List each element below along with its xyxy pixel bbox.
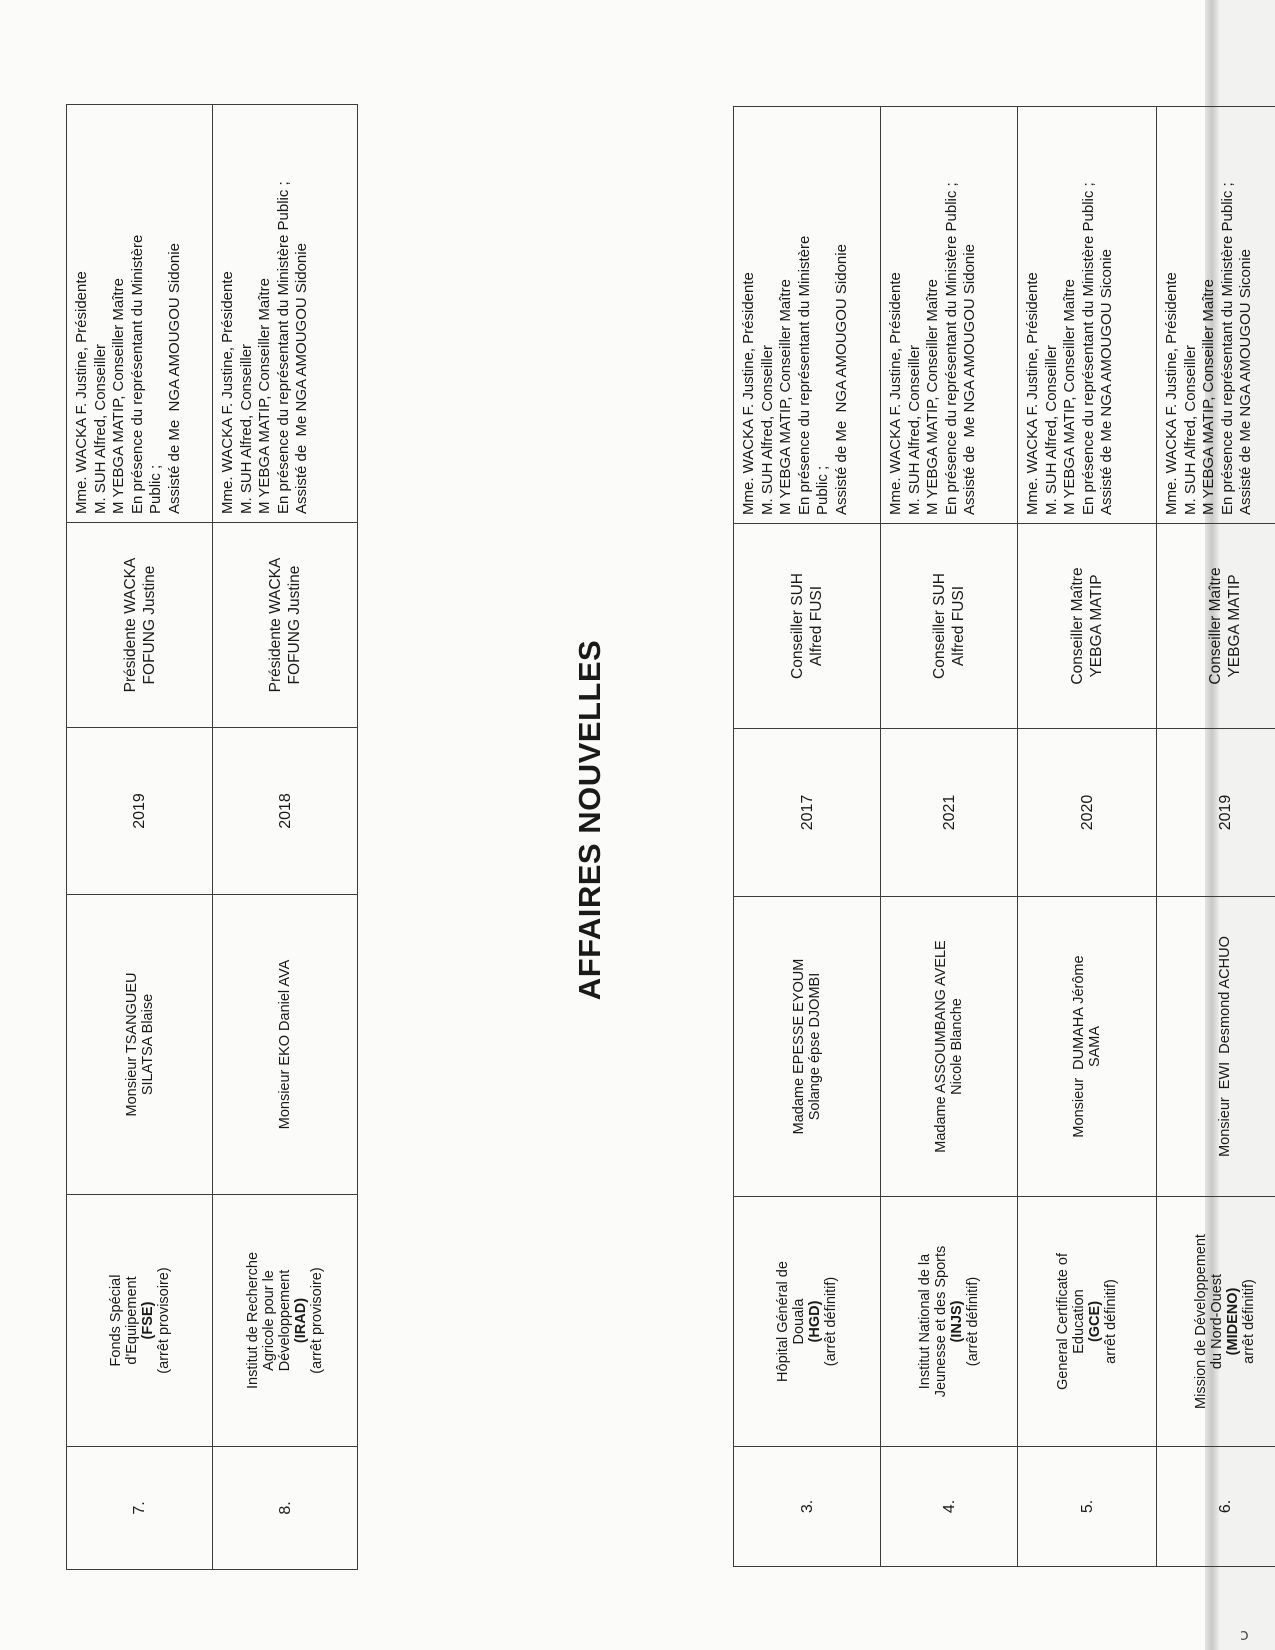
entity-cell bbox=[67, 1195, 213, 1447]
entity-cell bbox=[1018, 1197, 1157, 1447]
table-row bbox=[1018, 107, 1157, 1567]
composition-line: En présence du représentant du Ministère Public ; bbox=[1218, 182, 1236, 515]
entity-name-line: Institut de Recherche bbox=[245, 1251, 261, 1390]
year-cell bbox=[881, 729, 1018, 897]
composition-line: M. SUH Alfred, Conseiller bbox=[1181, 344, 1199, 515]
entity-name-line: Fonds Spécial bbox=[107, 1274, 124, 1367]
entity-abbreviation: (MIDENO) bbox=[1225, 1287, 1241, 1356]
row-number: 3. bbox=[798, 1499, 816, 1514]
magistrat-cell bbox=[213, 523, 358, 728]
magistrat-name-line: Alfred FUSI bbox=[950, 585, 967, 667]
comptable-cell bbox=[213, 895, 358, 1195]
fiscal-year: 2017 bbox=[798, 794, 816, 831]
entity-cell bbox=[734, 1197, 881, 1447]
entity-name-line: du Nord-Ouest bbox=[1209, 1273, 1225, 1370]
composition-line: M YEBGA MATIP, Conseiller Maître bbox=[1200, 279, 1217, 515]
composition-line: Assisté de Me NGA AMOUGOU Sidonie bbox=[832, 244, 850, 515]
year-cell bbox=[213, 728, 358, 895]
comptable-cell bbox=[1157, 897, 1275, 1197]
composition-line: M. SUH Alfred, Conseiller bbox=[237, 343, 255, 514]
magistrat-name-line: FOFUNG Justine bbox=[286, 565, 303, 685]
composition-line: M YEBGA MATIP, Conseiller Maître bbox=[777, 279, 794, 515]
comptable-name-line: Monsieur TSANGUEU bbox=[123, 972, 140, 1117]
composition-line: Mme. WACKA F. Justine, Présidente bbox=[740, 272, 757, 515]
fiscal-year: 2021 bbox=[940, 794, 958, 831]
decision-status: (arrêt provisoire) bbox=[155, 1267, 172, 1374]
year-cell bbox=[734, 729, 881, 897]
magistrat-name-line: Présidente WACKA bbox=[121, 557, 139, 693]
decision-status: arrêt définitif) bbox=[1241, 1279, 1257, 1364]
table-row bbox=[1157, 107, 1275, 1567]
table-row bbox=[881, 107, 1018, 1567]
composition-line: M. SUH Alfred, Conseiller bbox=[905, 344, 923, 515]
composition-line: Mme. WACKA F. Justine, Présidente bbox=[219, 271, 236, 514]
composition-line: Public ; bbox=[814, 465, 831, 515]
fiscal-year: 2020 bbox=[1078, 794, 1096, 831]
row-number: 4. bbox=[940, 1499, 958, 1514]
comptable-cell bbox=[881, 897, 1018, 1197]
magistrat-cell bbox=[67, 523, 213, 728]
year-cell bbox=[1157, 729, 1275, 897]
row-number: 8. bbox=[276, 1501, 294, 1515]
comptable-name-line: Monsieur EKO Daniel AVA bbox=[277, 959, 293, 1130]
table-row bbox=[213, 105, 358, 1570]
entity-name-line: Douala bbox=[791, 1298, 807, 1345]
composition-cell bbox=[213, 105, 358, 523]
entity-abbreviation: (IRAD) bbox=[293, 1297, 309, 1344]
table-row bbox=[67, 105, 213, 1570]
comptable-name-line: SILATSA Blaise bbox=[139, 993, 156, 1096]
composition-line: Assisté de Me NGA AMOUGOU Sidonie bbox=[961, 244, 978, 515]
composition-cell bbox=[1018, 107, 1157, 524]
composition-line: En présence du représentant du Ministère Public ; bbox=[274, 181, 292, 514]
fiscal-year: 2018 bbox=[276, 793, 294, 829]
row-number-cell bbox=[881, 1447, 1018, 1567]
magistrat-name-line: YEBGA MATIP bbox=[1088, 574, 1105, 678]
decision-status: (arrêt provisoire) bbox=[309, 1267, 325, 1374]
composition-line: M. SUH Alfred, Conseiller bbox=[1042, 344, 1060, 515]
composition-line: M YEBGA MATIP, Conseiller Maître bbox=[256, 278, 273, 514]
entity-abbreviation: (GCE) bbox=[1087, 1300, 1103, 1343]
composition-line: En présence du représentant du Ministère Public ; bbox=[942, 182, 960, 515]
comptable-name-line: Nicole Blanche bbox=[949, 998, 965, 1095]
composition-cell bbox=[67, 105, 213, 523]
row-number-cell bbox=[1157, 1447, 1275, 1567]
magistrat-name-line: YEBGA MATIP bbox=[1226, 574, 1243, 678]
year-cell bbox=[67, 728, 213, 895]
composition-line: Assisté de Me NGA AMOUGOU Sidonie bbox=[165, 243, 183, 514]
composition-cell bbox=[881, 107, 1018, 524]
entity-abbreviation: (HGD) bbox=[807, 1300, 823, 1343]
composition-line: M YEBGA MATIP, Conseiller Maître bbox=[1061, 279, 1078, 515]
decision-status: (arrêt définitif) bbox=[965, 1276, 981, 1367]
table-top-body bbox=[734, 107, 1275, 1567]
composition-line: M YEBGA MATIP, Conseiller Maître bbox=[110, 278, 127, 514]
composition-line: Mme. WACKA F. Justine, Présidente bbox=[1163, 272, 1180, 515]
year-cell bbox=[1018, 729, 1157, 897]
entity-name-line: d'Equipement bbox=[123, 1276, 140, 1365]
magistrat-name-line: Alfred FUSI bbox=[808, 585, 825, 667]
composition-line: En présence du représentant du Ministère Public ; bbox=[1079, 182, 1097, 515]
comptable-name-line: Solange épse DJOMBI bbox=[807, 972, 823, 1121]
row-number: 5. bbox=[1078, 1499, 1096, 1514]
row-number-cell bbox=[1018, 1447, 1157, 1567]
comptable-name-line: Monsieur EWI Desmond ACHUO bbox=[1217, 936, 1233, 1157]
comptable-name-line: Madame EPESSE EYOUM bbox=[791, 958, 807, 1135]
magistrat-cell bbox=[734, 524, 881, 729]
page-corner-mark: ɔ bbox=[1240, 1625, 1249, 1644]
table-top bbox=[733, 106, 1275, 1567]
magistrat-name-line: Conseiller SUH bbox=[789, 573, 806, 679]
magistrat-cell bbox=[1157, 524, 1275, 729]
composition-line: Assisté de Me NGA AMOUGOU Siconie bbox=[1098, 249, 1115, 515]
entity-name-line: General Certificate of bbox=[1055, 1253, 1071, 1391]
composition-line: M. SUH Alfred, Conseiller bbox=[91, 343, 109, 514]
table-row bbox=[734, 107, 881, 1567]
composition-cell bbox=[1157, 107, 1275, 524]
decision-status: (arrêt définitif) bbox=[823, 1276, 839, 1367]
magistrat-name-line: Conseiller Maître bbox=[1069, 567, 1086, 685]
row-number-cell bbox=[67, 1447, 213, 1570]
entity-name-line: Mission de Développement bbox=[1193, 1234, 1209, 1409]
comptable-cell bbox=[734, 897, 881, 1197]
composition-line: Mme. WACKA F. Justine, Présidente bbox=[73, 271, 90, 514]
row-number: 7. bbox=[131, 1501, 148, 1515]
entity-name-line: Développement bbox=[277, 1269, 293, 1372]
comptable-name-line: Madame ASSOUMBANG AVELE bbox=[933, 940, 949, 1153]
entity-name-line: Institut National de la bbox=[917, 1253, 933, 1390]
decision-status: arrêt définitif) bbox=[1103, 1279, 1119, 1364]
entity-name-line: Hôpital Général de bbox=[775, 1261, 791, 1382]
composition-line: En présence du représentant du Ministère bbox=[128, 234, 146, 514]
composition-line: Mme. WACKA F. Justine, Présidente bbox=[887, 272, 904, 515]
comptable-name-line: Monsieur DUMAHA Jérôme bbox=[1071, 955, 1087, 1138]
magistrat-name-line: Conseiller Maître bbox=[1207, 567, 1224, 685]
composition-line: M. SUH Alfred, Conseiller bbox=[758, 344, 776, 515]
entity-cell bbox=[213, 1195, 358, 1447]
section-heading: AFFAIRES NOUVELLES bbox=[572, 639, 607, 1001]
entity-abbreviation: (INJS) bbox=[949, 1300, 965, 1343]
composition-line: Assisté de Me NGA AMOUGOU Siconie bbox=[1237, 249, 1254, 515]
entity-cell bbox=[1157, 1197, 1275, 1447]
row-number-cell bbox=[213, 1447, 358, 1570]
magistrat-name-line: Conseiller SUH bbox=[931, 573, 948, 679]
fiscal-year: 2019 bbox=[131, 793, 148, 829]
entity-cell bbox=[881, 1197, 1018, 1447]
row-number: 6. bbox=[1216, 1499, 1234, 1514]
composition-line: M YEBGA MATIP, Conseiller Maître bbox=[924, 279, 941, 515]
comptable-cell bbox=[1018, 897, 1157, 1197]
magistrat-name-line: FOFUNG Justine bbox=[140, 565, 158, 685]
row-number-cell bbox=[734, 1447, 881, 1567]
entity-name-line: Jeunesse et des Sports bbox=[933, 1245, 949, 1398]
table-bottom bbox=[66, 104, 358, 1570]
entity-abbreviation: (FSE) bbox=[139, 1301, 156, 1340]
magistrat-cell bbox=[1018, 524, 1157, 729]
magistrat-cell bbox=[881, 524, 1018, 729]
table-bottom-body bbox=[67, 105, 358, 1570]
composition-line: En présence du représentant du Ministère bbox=[795, 235, 813, 515]
composition-line: Assisté de Me NGA AMOUGOU Sidonie bbox=[293, 243, 310, 514]
magistrat-name-line: Présidente WACKA bbox=[267, 557, 284, 693]
comptable-name-line: SAMA bbox=[1087, 1025, 1103, 1068]
comptable-cell bbox=[67, 895, 213, 1195]
fiscal-year: 2019 bbox=[1216, 794, 1234, 831]
entity-name-line: Agricole pour le bbox=[261, 1270, 277, 1371]
composition-line: Public ; bbox=[147, 464, 164, 514]
entity-name-line: Education bbox=[1071, 1289, 1087, 1354]
composition-line: Mme. WACKA F. Justine, Présidente bbox=[1024, 272, 1041, 515]
composition-cell bbox=[734, 107, 881, 524]
